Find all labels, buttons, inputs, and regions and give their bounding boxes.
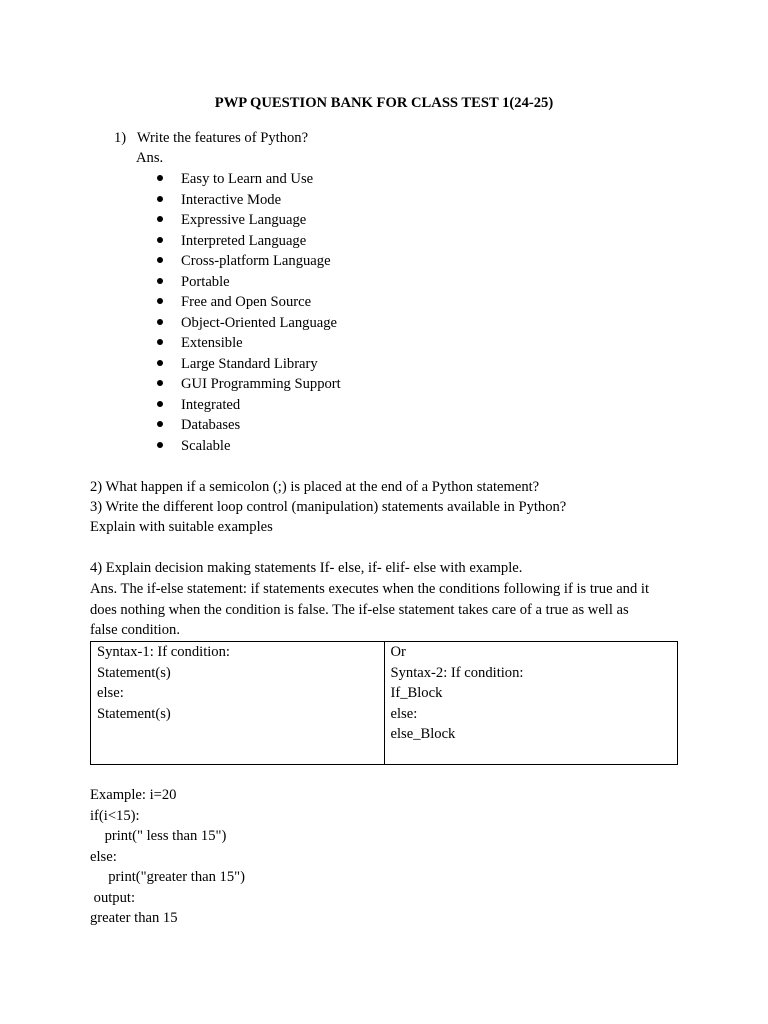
- list-item: Databases: [157, 415, 341, 436]
- list-item: Interactive Mode: [157, 190, 341, 211]
- example-line: if(i<15):: [90, 808, 140, 824]
- answer-4-line-1: Ans. The if-else statement: if statements executes when the conditions following if is true and it: [90, 581, 650, 597]
- answer-4-line-3: false condition.: [90, 622, 180, 638]
- bullet-icon: [157, 401, 163, 407]
- answer-4-line-2: does nothing when the condition is false. The if-else statement takes care of a true as well as: [90, 602, 629, 618]
- bullet-icon: [157, 196, 163, 202]
- list-item: Free and Open Source: [157, 292, 341, 313]
- syntax-1-cell: [91, 642, 385, 765]
- bullet-icon: [157, 278, 163, 284]
- bullet-icon: [157, 298, 163, 304]
- bullet-icon: [157, 257, 163, 263]
- syntax-line: Syntax-1: If condition:: [97, 644, 230, 660]
- list-item: Interpreted Language: [157, 231, 341, 252]
- syntax-line: else:: [390, 705, 418, 722]
- bullet-icon: [157, 175, 163, 181]
- question-4: 4) Explain decision making statements If- else, if- elif- else with example.: [90, 560, 523, 576]
- features-list: [157, 169, 341, 456]
- question-1: 1) Write the features of Python?: [114, 130, 309, 146]
- bullet-icon: [157, 442, 163, 448]
- syntax-2-cell: [384, 642, 678, 765]
- syntax-line: else_Block: [390, 726, 456, 742]
- syntax-line: Statement(s): [97, 664, 171, 681]
- example-line: Example: i=20: [90, 787, 177, 803]
- list-item: Large Standard Library: [157, 354, 341, 375]
- syntax-table: [90, 641, 678, 765]
- bullet-icon: [157, 339, 163, 345]
- list-item: GUI Programming Support: [157, 374, 341, 395]
- bullet-icon: [157, 421, 163, 427]
- question-3: 3) Write the different loop control (manipulation) statements available in Python?: [90, 499, 567, 515]
- bullet-icon: [157, 360, 163, 366]
- list-item: Expressive Language: [157, 210, 341, 231]
- syntax-line: else:: [97, 685, 124, 701]
- list-item: Scalable: [157, 436, 341, 457]
- answer-label: Ans.: [136, 150, 164, 166]
- question-3-continued: Explain with suitable examples: [90, 519, 273, 535]
- bullet-icon: [157, 216, 163, 222]
- page-title: PWP QUESTION BANK FOR CLASS TEST 1(24-25): [214, 95, 554, 111]
- list-item: Extensible: [157, 333, 341, 354]
- list-item: Cross-platform Language: [157, 251, 341, 272]
- syntax-line: If_Block: [390, 685, 443, 701]
- list-item: Integrated: [157, 395, 341, 416]
- example-line: print("greater than 15"): [90, 869, 245, 885]
- syntax-line: Syntax-2: If condition:: [390, 664, 524, 681]
- bullet-icon: [157, 319, 163, 325]
- example-line: print(" less than 15"): [90, 828, 227, 844]
- list-item: Object-Oriented Language: [157, 313, 341, 334]
- list-item: Portable: [157, 272, 341, 293]
- bullet-icon: [157, 380, 163, 386]
- syntax-line: Statement(s): [97, 705, 171, 722]
- example-output-label: output:: [90, 890, 135, 906]
- bullet-icon: [157, 237, 163, 243]
- question-2: 2) What happen if a semicolon (;) is placed at the end of a Python statement?: [90, 479, 540, 495]
- syntax-line: Or: [390, 644, 406, 660]
- example-output-value: greater than 15: [90, 910, 178, 926]
- list-item: Easy to Learn and Use: [157, 169, 341, 190]
- example-line: else:: [90, 849, 117, 865]
